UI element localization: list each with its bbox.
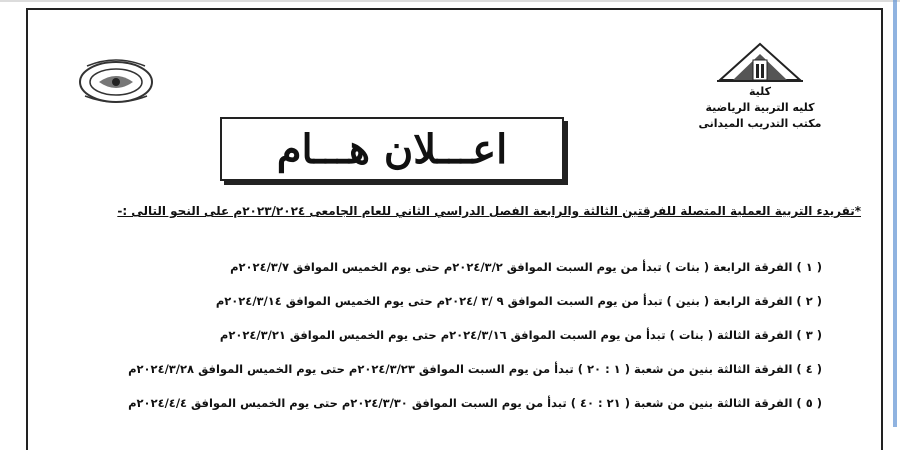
top-rule: [0, 0, 900, 2]
list-item: ( ١ ) الفرقة الرابعة ( بنات ) تبدأ من يوم السبت الموافق ٢٠٢٤/٣/٢م حتى يوم الخميس الموافق ٢٠٢٤/٣/٧م: [230, 260, 822, 274]
list-item: ( ٣ ) الفرقة الثالثة ( بنات ) تبدأ من يوم السبت الموافق ٢٠٢٤/٣/١٦م حتى يوم الخميس الموافق ٢٠٢٤/٣/٢١م: [219, 328, 822, 342]
office-name: مكتب التدريب الميدانى: [698, 117, 822, 130]
page-edge-bar: [893, 0, 897, 427]
intro-line: *تقريدء التربية العملية المتصلة للفرقتين الثالثة والرابعة الفصل الدراسي الثاني للعام الجامعى ٢٠٢٣/٢٠٢٤م على النحو التالى :-: [117, 204, 861, 218]
college-name: كليه التربية الرياضية: [705, 101, 815, 114]
header-right: [680, 40, 840, 132]
list-item: ( ٥ ) الفرقة الثالثة بنين من شعبة ( ٢١ : ٤٠ ) تبدأ من يوم السبت الموافق ٢٠٢٤/٣/٣٠م حتى يوم الخميس الموافق ٢٠٢٤/٤/٤م: [128, 396, 822, 410]
list-item: ( ٤ ) الفرقة الثالثة بنين من شعبة ( ١ : ٢٠ ) تبدأ من يوم السبت الموافق ٢٠٢٤/٣/٢٣م حتى يوم الخميس الموافق ٢٠٢٤/٣/٢٨م: [128, 362, 822, 376]
college-label: كلية: [748, 85, 772, 98]
announcement-title: اعـــلان هـــام: [276, 125, 508, 173]
faculty-logo-icon: [77, 56, 155, 106]
announcement-title-box: [220, 117, 564, 181]
list-item: ( ٢ ) الفرقة الرابعة ( بنين ) تبدأ من يوم السبت الموافق ٩ /٣ /٢٠٢٤م حتى يوم الخميس الموافق ٢٠٢٤/٣/١٤م: [215, 294, 822, 308]
schedule-list: [122, 250, 822, 420]
university-logo-icon: [715, 40, 805, 84]
